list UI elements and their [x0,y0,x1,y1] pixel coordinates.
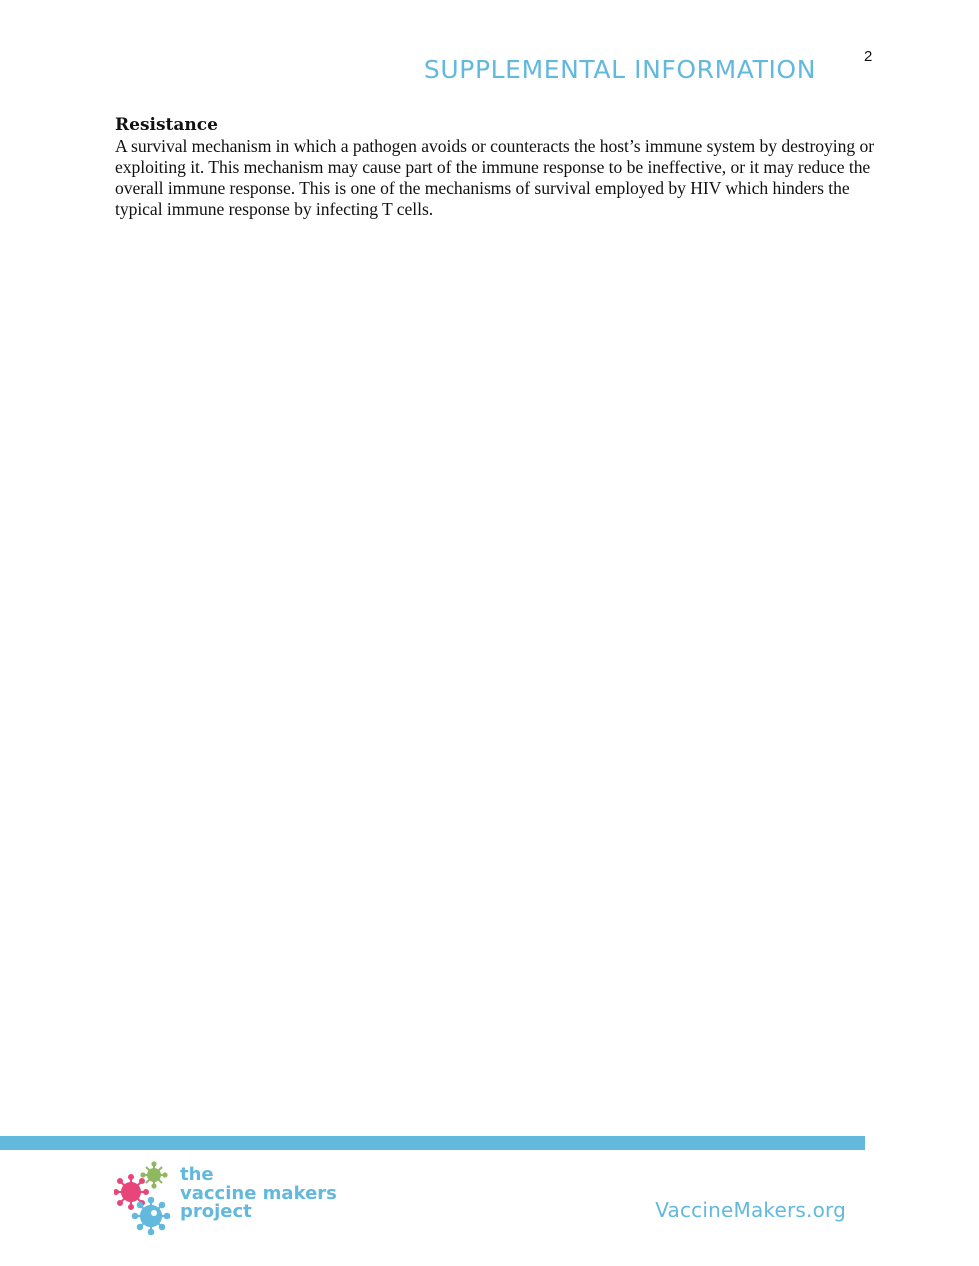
vaccine-makers-logo [114,1160,344,1242]
footer-website-link[interactable]: VaccineMakers.org [655,1198,846,1222]
page-header: SUPPLEMENTAL INFORMATION [423,55,816,84]
term-heading: Resistance [115,115,218,135]
logo-line-1: the [180,1164,214,1185]
term-definition: A survival mechanism in which a pathogen avoids or counteracts the host’s immune system by destroying or exploiting it. This mechanism may cause part of the immune response to be ineffective, or it may reduce the overall immune response. This is one of the mechanisms of survival employed by HIV which hinders the typical immune response by infecting T cells. [115,136,875,219]
footer-divider-bar [0,1136,865,1150]
logo-wordmark [180,1166,337,1222]
virus-cluster-icon [114,1160,176,1240]
logo-line-3: project [180,1201,252,1222]
glossary-entry [115,115,875,220]
page-number: 2 [864,48,873,65]
logo-line-2: vaccine makers [180,1182,337,1204]
